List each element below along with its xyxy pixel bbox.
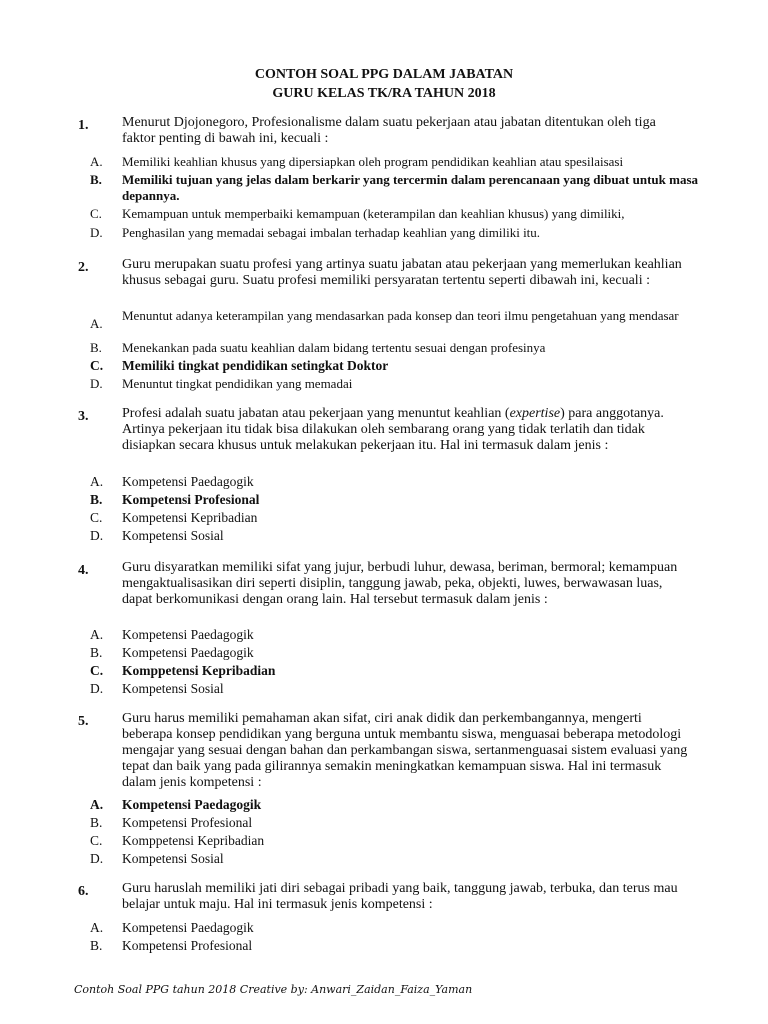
option-letter: D. [90, 851, 104, 866]
option-letter: B. [90, 492, 103, 507]
option-text: Kompetensi Paedagogik [122, 645, 254, 660]
option-text: Memiliki keahlian khusus yang dipersiapkan oleh program pendidikan keahlian atau spesilaisasi [122, 154, 624, 169]
document-title: CONTOH SOAL PPG DALAM JABATAN [254, 67, 514, 82]
option-text: Kompetensi Profesional [122, 492, 260, 507]
option-letter: B. [90, 645, 103, 660]
question-3-text [122, 406, 692, 454]
option-letter: A. [90, 154, 103, 169]
option-text: Kompetensi Sosial [122, 528, 224, 543]
option-text: Penghasilan yang memadai sebagai imbalan terhadap keahlian yang dimiliki itu. [122, 225, 541, 240]
option-letter: B. [90, 938, 103, 953]
option-text: Menekankan pada suatu keahlian dalam bidang tertentu sesuai dengan profesinya [122, 340, 546, 355]
option-letter: A. [90, 474, 104, 489]
option-text: Kemampuan untuk memperbaiki kemampuan (keterampilan dan keahlian khusus) yang dimiliki, [122, 206, 625, 221]
option-text: Memiliki tujuan yang jelas dalam berkarir yang tercermin dalam perencanaan yang dibuat untuk masa depannya. [122, 172, 699, 203]
option-text: Kompetensi Paedagogik [122, 474, 254, 489]
option-letter: C. [90, 663, 104, 678]
question-5-number: 5. [78, 714, 89, 729]
option-text: Menuntut adanya keterampilan yang mendasarkan pada konsep dan teori ilmu pengetahuan yang mendasar [122, 308, 679, 323]
question-6-number: 6. [78, 884, 89, 899]
question-3-text-end: ) para anggotanya. Artinya pekerjaan itu tidak bisa dilakukan oleh sembarang orang yang tidak terlatih dan tidak disiapkan secara khusus untuk melakukan pekerjaan itu. Hal ini termasuk dalam jenis : [122, 406, 664, 453]
option-text: Memiliki tingkat pendidikan setingkat Doktor [122, 358, 389, 373]
option-text: Menuntut tingkat pendidikan yang memadai [122, 376, 353, 391]
question-2-text: Guru merupakan suatu profesi yang artinya suatu jabatan atau pekerjaan yang memerlukan keahlian khusus sebagai guru. Suatu profesi memiliki persyaratan tertentu seperti dibawah ini, kecuali : [122, 257, 682, 288]
option-letter: B. [90, 172, 102, 187]
question-3-number: 3. [78, 409, 89, 424]
page-footer: Contoh Soal PPG tahun 2018 Creative by: Anwari_Zaidan_Faiza_Yaman [74, 983, 473, 996]
question-3-text-emphasis: expertise [509, 406, 561, 421]
question-4-number: 4. [78, 563, 89, 578]
option-letter: C. [90, 358, 104, 373]
option-letter: A. [90, 627, 104, 642]
question-2-number: 2. [78, 260, 89, 275]
option-text: Komppetensi Kepribadian [122, 663, 276, 678]
question-3-text-start: Profesi adalah suatu jabatan atau pekerjaan yang menuntut keahlian ( [122, 406, 510, 421]
question-5-text: Guru harus memiliki pemahaman akan sifat, ciri anak didik dan perkembangannya, mengerti beberapa konsep pendidikan yang berguna untuk membantu siswa, menguasai beberapa metodologi mengajar yang sesuai dengan bahan dan perkambangan siswa, sertanmenguasai sistem evaluasi yang tepat dan baik yang pada gilirannya semakin meningkatkan kemampuan siswa. Hal ini termasuk dalam jenis kompetensi : [122, 711, 688, 790]
option-text: Kompetensi Paedagogik [122, 797, 262, 812]
question-4-text: Guru disyaratkan memiliki sifat yang jujur, berbudi luhur, dewasa, beriman, bermoral; kemampuan mengaktualisasikan diri seperti disiplin, tanggung jawab, peka, objekti, luwes, berwawasan luas, dapat berkomunikasi dengan orang lain. Hal tersebut termasuk dalam jenis : [122, 560, 678, 607]
option-letter: A. [90, 920, 104, 935]
question-1-number: 1. [78, 118, 89, 133]
option-text: Kompetensi Profesional [122, 815, 253, 830]
option-letter: C. [90, 510, 103, 525]
option-letter: D. [90, 528, 104, 543]
option-letter: A. [90, 316, 103, 331]
option-text: Kompetensi Sosial [122, 681, 224, 696]
option-text: Kompetensi Paedagogik [122, 627, 254, 642]
question-1-text: Menurut Djojonegoro, Profesionalisme dalam suatu pekerjaan atau jabatan ditentukan oleh tiga faktor penting di bawah ini, kecuali : [122, 115, 656, 146]
option-letter: D. [90, 681, 104, 696]
option-text: Kompetensi Profesional [122, 938, 253, 953]
option-text: Kompetensi Sosial [122, 851, 224, 866]
option-letter: C. [90, 206, 102, 221]
option-letter: A. [90, 797, 104, 812]
option-letter: B. [90, 815, 103, 830]
document-subtitle: GURU KELAS TK/RA TAHUN 2018 [272, 86, 496, 101]
option-text: Komppetensi Kepribadian [122, 833, 265, 848]
option-text: Kompetensi Kepribadian [122, 510, 258, 525]
option-letter: B. [90, 340, 102, 355]
option-text: Kompetensi Paedagogik [122, 920, 254, 935]
option-letter: D. [90, 376, 103, 391]
question-6-text: Guru haruslah memiliki jati diri sebagai pribadi yang baik, tanggung jawab, terbuka, dan terus mau belajar untuk maju. Hal ini termasuk jenis kompetensi : [122, 881, 678, 912]
option-letter: D. [90, 225, 103, 240]
option-letter: C. [90, 833, 103, 848]
